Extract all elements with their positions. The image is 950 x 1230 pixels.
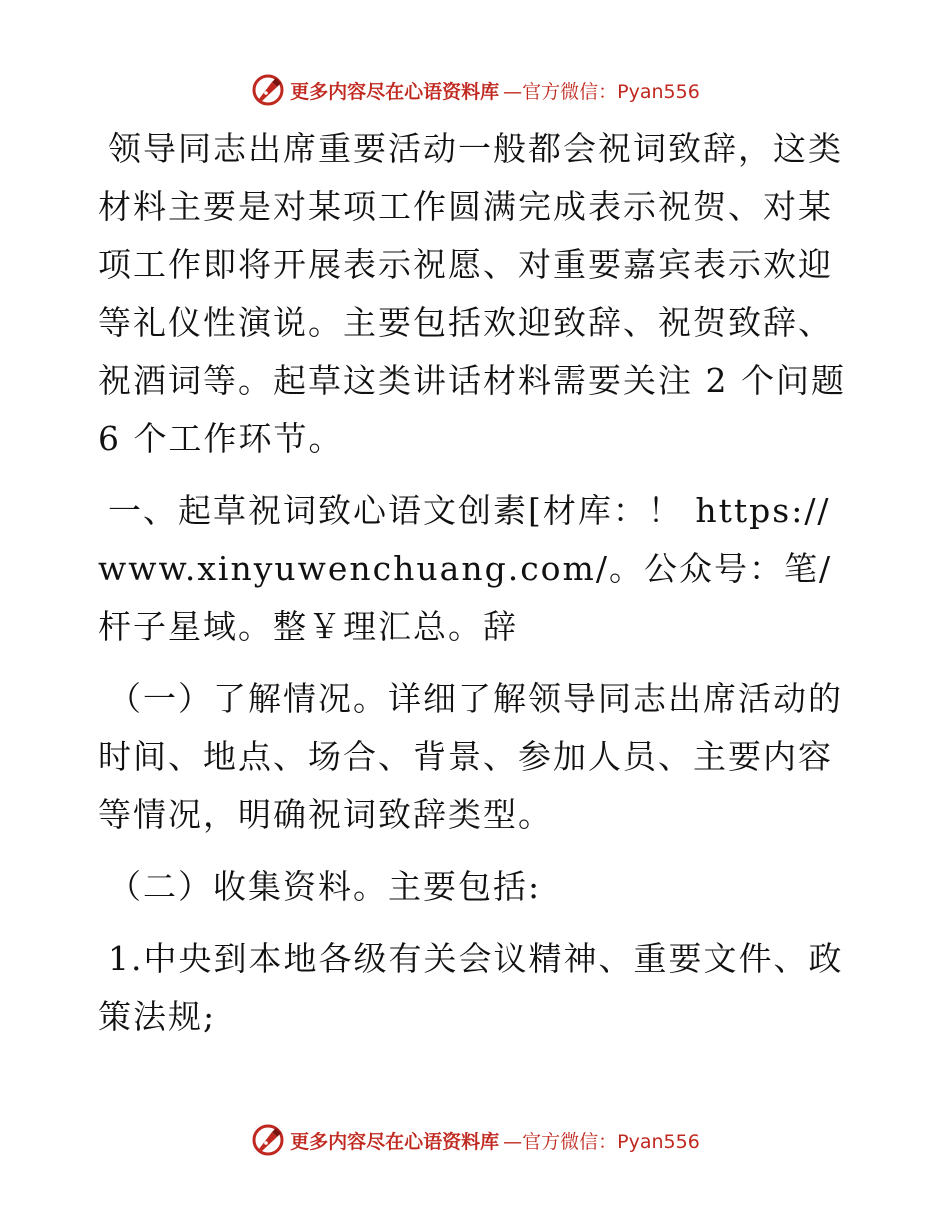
section-heading-1: 一、起草祝词致心语文创素[材库：！ https://www.xinyuwenchuang.com/。公众号：笔/杆子星域。整￥理汇总。辞 [98,491,833,646]
pen-nib-logo-icon [250,72,286,108]
subsection-2-heading: （二）收集资料。主要包括: [108,867,542,906]
banner-contact: —官方微信：Pyan556 [503,80,700,103]
document-body [98,120,858,1060]
intro-paragraph: 领导同志出席重要活动一般都会祝词致辞，这类材料主要是对某项工作圆满完成表示祝贺、对某项工作即将开展表示祝愿、对重要嘉宾表示欢迎等礼仪性演说。主要包括欢迎致辞、祝贺致辞、祝酒词等。起草这类讲话材料需要关注 2 个问题 6 个工作环节。 [98,129,846,458]
subsection-1-paragraph: （一）了解情况。详细了解领导同志出席活动的时间、地点、场合、背景、参加人员、主要内容等情况，明确祝词致辞类型。 [98,679,843,834]
header-watermark-banner [0,70,950,110]
footer-watermark-banner [0,1120,950,1160]
banner-tagline: 更多内容尽在心语资料库 [290,80,500,103]
pen-nib-logo-icon [250,1122,286,1158]
banner-contact: —官方微信：Pyan556 [503,1130,700,1153]
banner-tagline: 更多内容尽在心语资料库 [290,1130,500,1153]
list-item-1: 1.中央到本地各级有关会议精神、重要文件、政策法规; [98,939,844,1036]
